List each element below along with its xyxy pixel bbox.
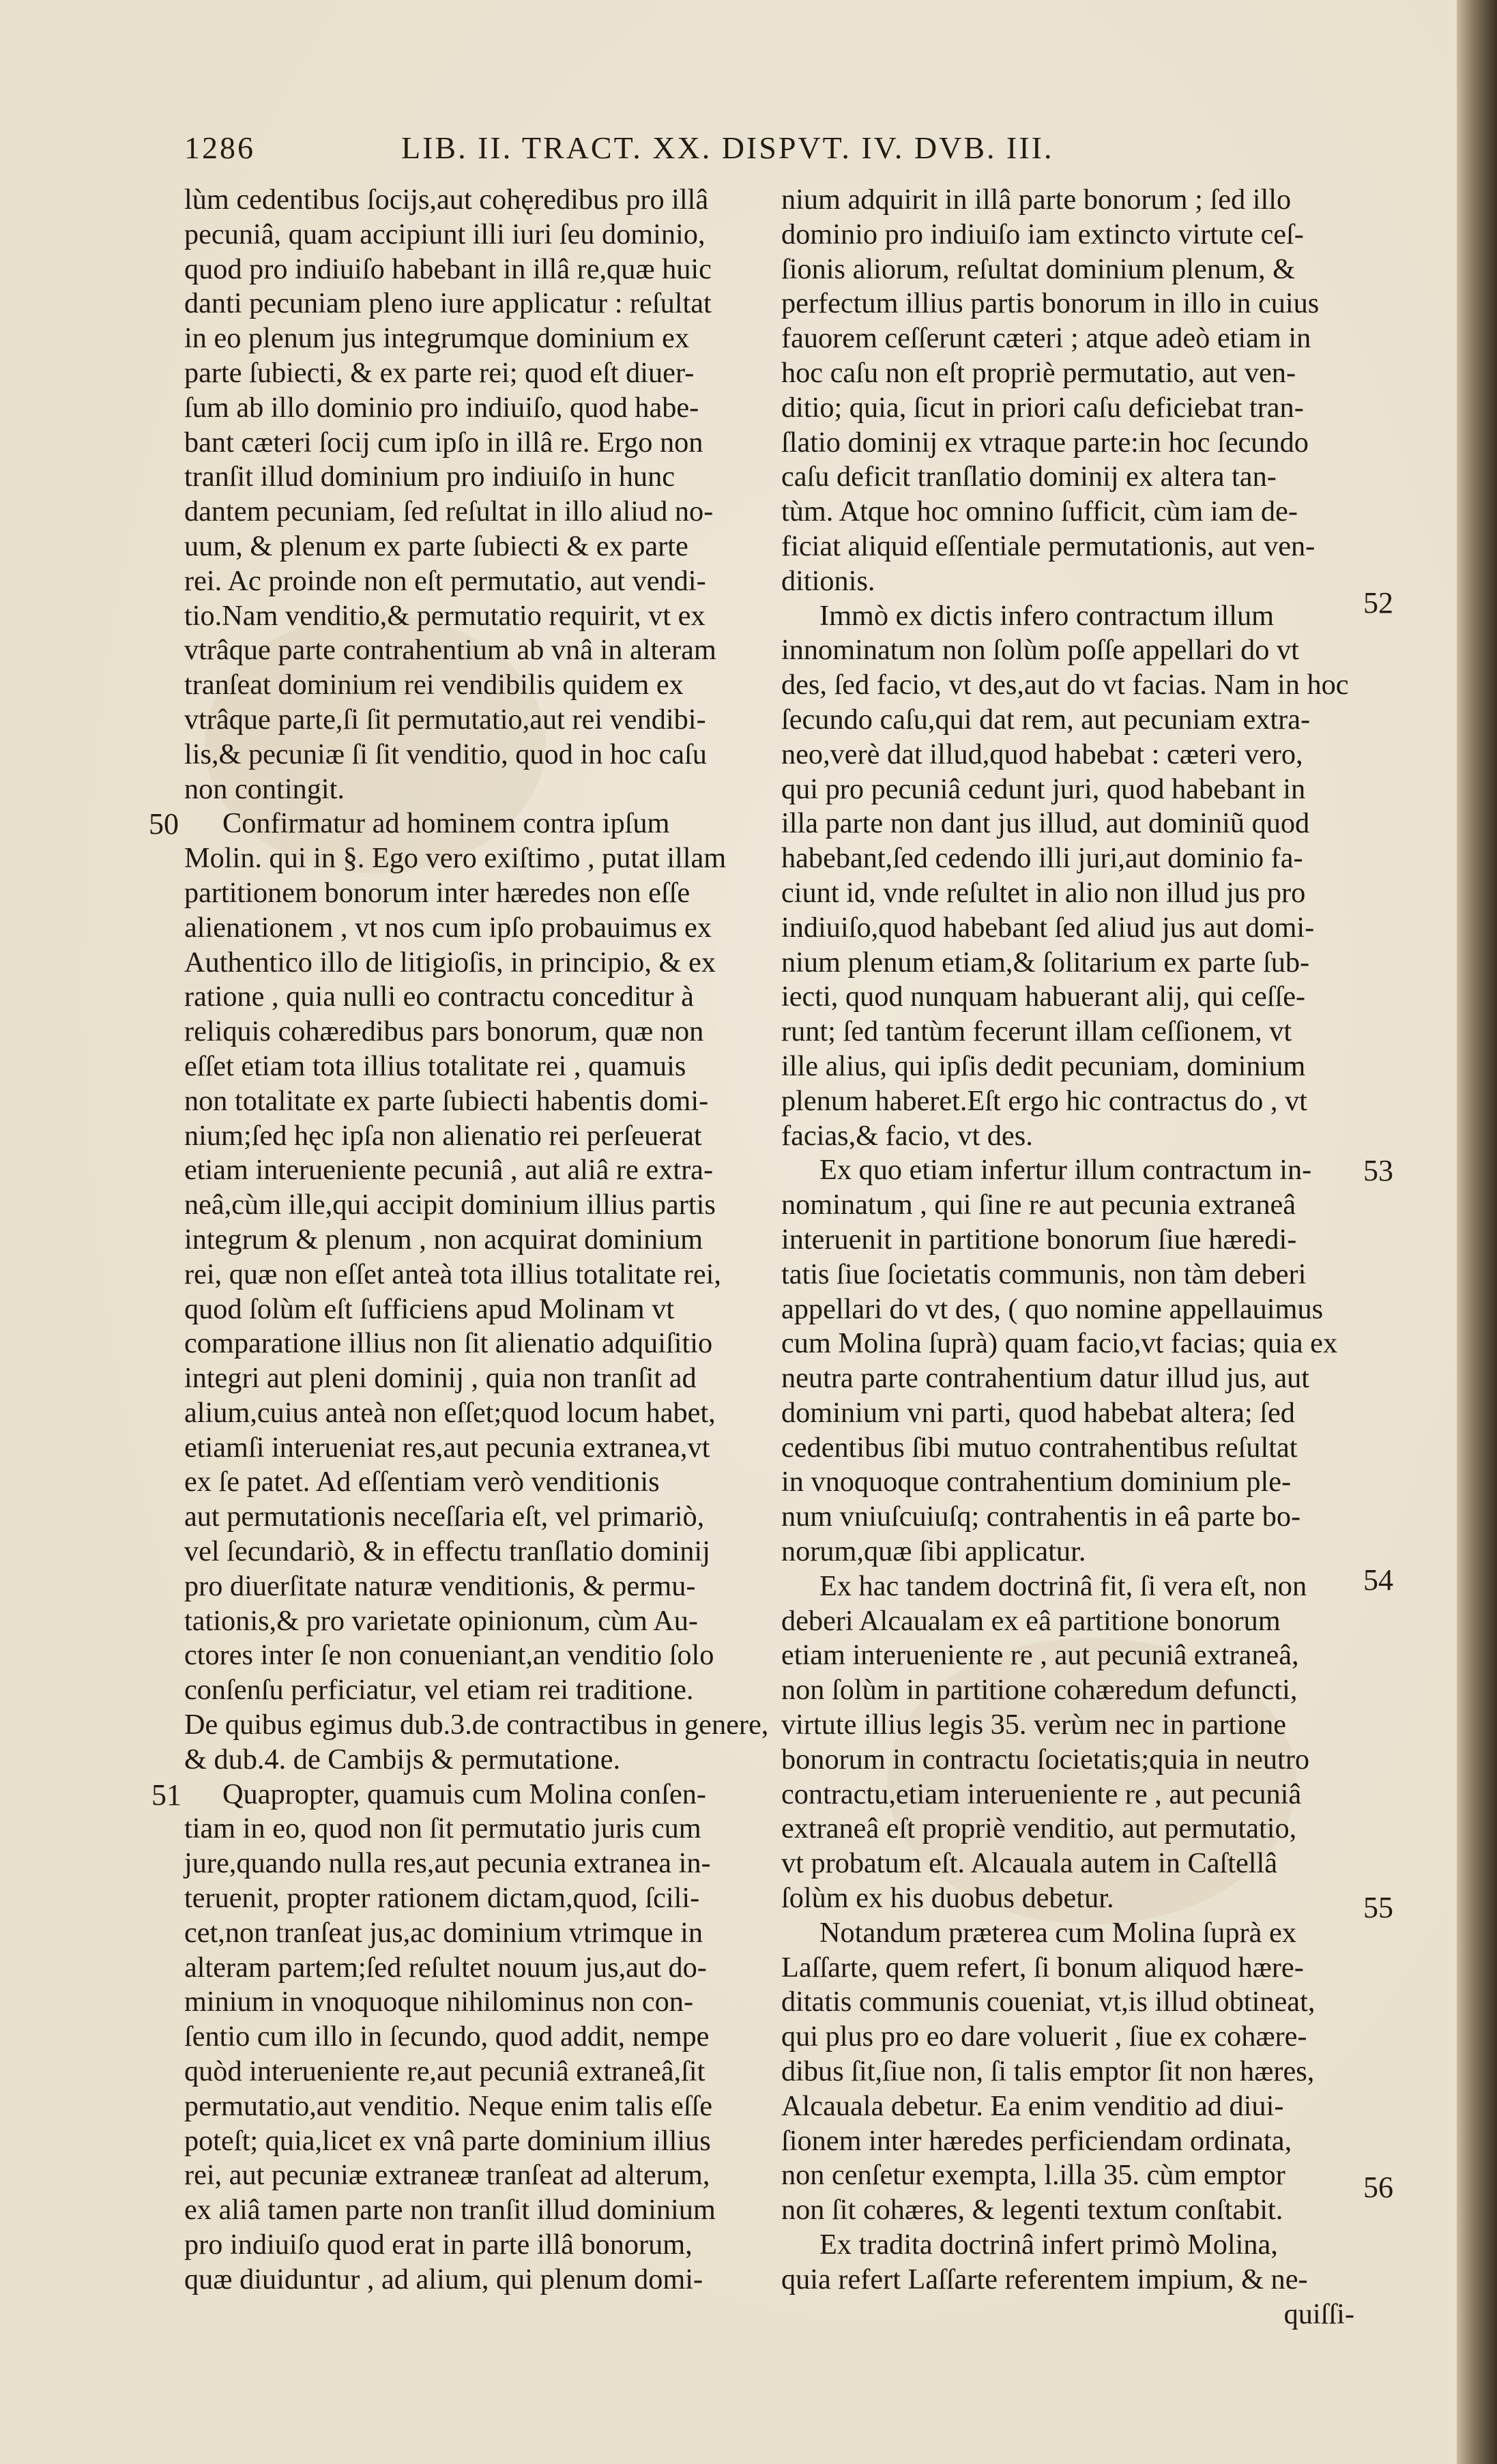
text-line: ciunt id, vnde reſultet in alio non illud jus pro xyxy=(781,876,1306,909)
text-line: rei, aut pecuniæ extraneæ tranſeat ad alterum, xyxy=(184,2159,710,2192)
text-line: ex ſe patet. Ad eſſentiam verò venditionis xyxy=(184,1466,660,1498)
text-line: virtute illius legis 35. verùm nec in partione xyxy=(781,1709,1287,1741)
text-line: cet,non tranſeat jus,ac dominium vtrimque in xyxy=(184,1916,703,1949)
text-line: quod ſolùm eſt ſufficiens apud Molinam vt xyxy=(184,1292,675,1325)
text-line: etiamſi interueniat res,aut pecunia extranea,vt xyxy=(184,1431,710,1464)
text-line: ſionis aliorum, reſultat dominium plenum, & xyxy=(781,252,1296,285)
text-line: rei, quæ non eſſet anteà tota illius totalitate rei, xyxy=(184,1258,721,1290)
text-line: hoc caſu non eſt propriè permutatio, aut ven- xyxy=(781,356,1296,389)
text-line: quiſſi- xyxy=(1283,2298,1354,2330)
text-line: qui plus pro eo dare voluerit , ſiue ex cohære- xyxy=(781,2020,1307,2053)
text-line: appellari do vt des, ( quo nomine appellauimus xyxy=(781,1292,1324,1325)
text-line: neutra parte contrahentium datur illud jus, aut xyxy=(781,1362,1310,1395)
text-line: vel ſecundariò, & in effectu tranſlatio dominij xyxy=(184,1535,710,1568)
text-line: ſionem inter hæredes perficiendam ordinata, xyxy=(781,2124,1292,2157)
text-line: lùm cedentibus ſocijs,aut cohęredibus pro illâ xyxy=(184,184,709,216)
text-line: quod pro indiuiſo habebant in illâ re,quæ huic xyxy=(184,252,712,285)
text-line: non ſit cohæres, & legenti textum conſtabit. xyxy=(781,2194,1283,2227)
text-line: innominatum non ſolùm poſſe appellari do vt xyxy=(781,634,1299,667)
text-line: Confirmatur ad hominem contra ipſum xyxy=(222,807,670,840)
text-line: nominatum , qui ſine re aut pecunia extraneâ xyxy=(781,1189,1296,1221)
text-line: pecuniâ, quam accipiunt illi iuri ſeu dominio, xyxy=(184,218,706,250)
text-line: bonorum in contractu ſocietatis;quia in neutro xyxy=(781,1743,1310,1775)
text-line: Immò ex dictis infero contractum illum xyxy=(819,599,1275,632)
book-spine-edge xyxy=(1457,0,1497,2464)
text-line: ditionis. xyxy=(781,564,875,597)
text-line: caſu deficit tranſlatio dominij ex altera tan- xyxy=(781,461,1277,493)
text-line: iecti, quod nunquam habuerant alij, qui ceſſe- xyxy=(781,981,1306,1013)
text-line: in vnoquoque contrahentium dominium ple- xyxy=(781,1466,1292,1498)
text-line: bant cæteri ſocij cum ipſo in illâ re. Ergo non xyxy=(184,426,703,459)
text-line: extraneâ eſt propriè venditio, aut permutatio, xyxy=(781,1812,1297,1845)
text-line: interuenit in partitione bonorum ſiue hæredi- xyxy=(781,1223,1297,1256)
text-line: non totalitate ex parte ſubiecti habentis domi- xyxy=(184,1084,709,1117)
text-line: fauorem ceſſerunt cæteri ; atque adeò etiam in xyxy=(781,322,1311,355)
text-line: tùm. Atque hoc omnino ſufficit, cùm iam de- xyxy=(781,495,1298,528)
text-line: lis,& pecuniæ ſi ſit venditio, quod in hoc caſu xyxy=(184,738,707,770)
text-line: non cenſetur exempta, l.illa 35. cùm emptor xyxy=(781,2159,1285,2192)
text-line: jure,quando nulla res,aut pecunia extranea in- xyxy=(184,1847,711,1880)
text-line: minium in vnoquoque nihilominus non con- xyxy=(184,1986,694,2018)
text-line: in eo plenum jus integrumque dominium ex xyxy=(184,322,690,355)
text-line: ratione , quia nulli eo contractu conceditur à xyxy=(184,981,694,1013)
text-line: alium,cuius anteà non eſſet;quod locum habet, xyxy=(184,1396,716,1429)
text-line: des, ſed facio, vt des,aut do vt facias. Nam in hoc xyxy=(781,669,1349,701)
text-line: non contingit. xyxy=(184,772,345,805)
text-line: etiam interueniente re , aut pecuniâ extraneâ, xyxy=(781,1639,1299,1672)
text-line: vtrâque parte contrahentium ab vnâ in alteram xyxy=(184,634,716,667)
text-line: tranſit illud dominium pro indiuiſo in hunc xyxy=(184,461,675,493)
text-line: ditio; quia, ſicut in priori caſu deficiebat tran- xyxy=(781,391,1304,424)
text-line: plenum haberet.Eſt ergo hic contractus do , vt xyxy=(781,1084,1307,1117)
text-line: teruenit, propter rationem dictam,quod, ſcili- xyxy=(184,1882,700,1915)
text-line: cedentibus ſibi mutuo contrahentibus reſultat xyxy=(781,1431,1298,1464)
text-line: ſlatio dominij ex vtraque parte:in hoc ſecundo xyxy=(781,426,1309,459)
text-line: ſolùm ex his duobus debetur. xyxy=(781,1882,1114,1915)
text-line: ex aliâ tamen parte non tranſit illud dominium xyxy=(184,2194,716,2227)
text-line: De quibus egimus dub.3.de contractibus in genere, xyxy=(184,1709,769,1741)
text-line: pro diuerſitate naturæ venditionis, & permu- xyxy=(184,1569,696,1602)
text-line: qui pro pecuniâ cedunt juri, quod habebant in xyxy=(781,772,1306,805)
left-column xyxy=(184,183,769,2298)
text-line: neo,verè dat illud,quod habebat : cæteri vero, xyxy=(781,738,1303,770)
text-line: eſſet etiam tota illius totalitate rei , quamuis xyxy=(184,1049,686,1082)
text-line: nium;ſed hęc ipſa non alienatio rei perſeuerat xyxy=(184,1119,702,1152)
text-line: contractu,etiam interueniente re , aut pecuniâ xyxy=(781,1778,1302,1810)
page-header xyxy=(184,130,1385,177)
text-line: Ex tradita doctrinâ infert primò Molina, xyxy=(819,2229,1278,2261)
text-line: reliquis cohæredibus pars bonorum, quæ non xyxy=(184,1015,704,1048)
text-line: habebant,ſed cedendo illi juri,aut dominio fa- xyxy=(781,842,1303,875)
text-line: Laſſarte, quem refert, ſi bonum aliquod hære- xyxy=(781,1951,1304,1984)
text-line: ditatis communis coueniat, vt,is illud obtineat, xyxy=(781,1986,1316,2018)
text-line: vtrâque parte,ſi ſit permutatio,aut rei vendibi- xyxy=(184,703,706,736)
text-line: & dub.4. de Cambijs & permutatione. xyxy=(184,1743,621,1775)
page-number: 1286 xyxy=(184,130,255,165)
text-line: Molin. qui in §. Ego vero exiſtimo , putat illam xyxy=(184,842,727,875)
text-line: deberi Alcaualam ex eâ partitione bonorum xyxy=(781,1604,1281,1637)
text-line: runt; ſed tantùm fecerunt illam ceſſionem, vt xyxy=(781,1015,1292,1048)
text-line: danti pecuniam pleno iure applicatur : reſultat xyxy=(184,287,712,320)
margin-number: 56 xyxy=(1363,2171,1393,2204)
text-line: norum,quæ ſibi applicatur. xyxy=(781,1535,1086,1568)
text-line: indiuiſo,quod habebant ſed aliud jus aut domi- xyxy=(781,911,1315,944)
text-line: dantem pecuniam, ſed reſultat in illo aliud no- xyxy=(184,495,714,528)
margin-number: 52 xyxy=(1363,586,1393,620)
text-line: tationis,& pro varietate opinionum, cùm Au- xyxy=(184,1604,698,1637)
text-line: facias,& facio, vt des. xyxy=(781,1119,1033,1152)
text-line: quia refert Laſſarte referentem impium, & ne- xyxy=(781,2263,1308,2295)
text-line: perfectum illius partis bonorum in illo in cuius xyxy=(781,287,1320,320)
text-line: Authentico illo de litigioſis, in principio, & ex xyxy=(184,946,716,979)
text-line: neâ,cùm ille,qui accipit dominium illius partis xyxy=(184,1189,716,1221)
text-line: pro indiuiſo quod erat in parte illâ bonorum, xyxy=(184,2229,693,2261)
text-line: tatis ſiue ſocietatis communis, non tàm deberi xyxy=(781,1258,1307,1290)
text-line: aut permutationis neceſſaria eſt, vel primariò, xyxy=(184,1501,705,1533)
text-line: num vniuſcuiuſq; contrahentis in eâ parte bo- xyxy=(781,1501,1301,1533)
text-line: alteram partem;ſed reſultet nouum jus,aut do- xyxy=(184,1951,707,1984)
text-line: vt probatum eſt. Alcauala autem in Caſtellâ xyxy=(781,1847,1278,1880)
text-line: parte ſubiecti, & ex parte rei; quod eſt diuer- xyxy=(184,356,695,389)
text-line: ficiat aliquid eſſentiale permutationis, aut ven- xyxy=(781,530,1316,562)
text-line: dominio pro indiuiſo iam extincto virtute ceſ- xyxy=(781,218,1304,250)
text-line: Ex quo etiam infertur illum contractum in- xyxy=(819,1154,1312,1187)
text-line: Notandum præterea cum Molina ſuprà ex xyxy=(819,1916,1296,1949)
text-line: conſenſu perficiatur, vel etiam rei traditione. xyxy=(184,1674,694,1707)
margin-number: 54 xyxy=(1363,1563,1393,1597)
text-line: Quapropter, quamuis cum Molina conſen- xyxy=(222,1778,706,1810)
text-line: partitionem bonorum inter hæredes non eſſe xyxy=(184,876,691,909)
text-line: uum, & plenum ex parte ſubiecti & ex parte xyxy=(184,530,688,562)
right-column xyxy=(781,183,1354,2332)
text-line: cum Molina ſuprà) quam facio,vt facias; quia ex xyxy=(781,1327,1338,1360)
text-line: alienationem , vt nos cum ipſo probauimus ex xyxy=(184,911,712,944)
text-line: Ex hac tandem doctrinâ fit, ſi vera eſt, non xyxy=(819,1569,1307,1602)
text-line: ſentio cum illo in ſecundo, quod addit, nempe xyxy=(184,2020,710,2053)
text-line: tiam in eo, quod non ſit permutatio juris cum xyxy=(184,1812,701,1845)
text-line: dominium vni parti, quod habebat altera; ſed xyxy=(781,1396,1295,1429)
text-line: poteſt; quia,licet ex vnâ parte dominium illius xyxy=(184,2124,711,2157)
text-line: ſecundo caſu,qui dat rem, aut pecuniam extra- xyxy=(781,703,1311,736)
text-line: tranſeat dominium rei vendibilis quidem ex xyxy=(184,669,684,701)
text-line: nium plenum etiam,& ſolitarium ex parte ſub- xyxy=(781,946,1310,979)
text-line: non ſolùm in partitione cohæredum defuncti, xyxy=(781,1674,1298,1707)
text-line: etiam interueniente pecuniâ , aut aliâ re extra- xyxy=(184,1154,714,1187)
text-line: integri aut pleni dominij , quia non tranſit ad xyxy=(184,1362,697,1395)
text-line: illa parte non dant jus illud, aut dominiũ quod xyxy=(781,807,1310,840)
margin-number: 50 xyxy=(149,807,179,841)
text-line: ille alius, qui ipſis dedit pecuniam, dominium xyxy=(781,1049,1306,1082)
text-line: quæ diuiduntur , ad alium, qui plenum domi- xyxy=(184,2263,703,2295)
running-head: LIB. II. TRACT. XX. DISPVT. IV. DVB. III. xyxy=(401,130,1054,165)
margin-number: 53 xyxy=(1363,1154,1393,1187)
text-line: ſum ab illo dominio pro indiuiſo, quod habe- xyxy=(184,391,699,424)
margin-number: 55 xyxy=(1363,1891,1393,1924)
margin-number: 51 xyxy=(151,1778,181,1812)
text-line: Alcauala debetur. Ea enim venditio ad diui- xyxy=(781,2089,1284,2122)
text-line: quòd interueniente re,aut pecuniâ extraneâ,ſit xyxy=(184,2055,706,2088)
text-line: ctores inter ſe non conueniant,an venditio ſolo xyxy=(184,1639,714,1672)
text-line: rei. Ac proinde non eſt permutatio, aut vendi- xyxy=(184,564,706,597)
text-line: tio.Nam venditio,& permutatio requirit, vt ex xyxy=(184,599,706,632)
text-line: dibus ſit,ſiue non, ſi talis emptor ſit non hæres, xyxy=(781,2055,1315,2088)
text-line: integrum & plenum , non acquirat dominium xyxy=(184,1223,703,1256)
text-line: comparatione illius non ſit alienatio adquiſitio xyxy=(184,1327,713,1360)
text-line: nium adquirit in illâ parte bonorum ; ſed illo xyxy=(781,184,1292,216)
text-line: permutatio,aut venditio. Neque enim talis eſſe xyxy=(184,2089,713,2122)
